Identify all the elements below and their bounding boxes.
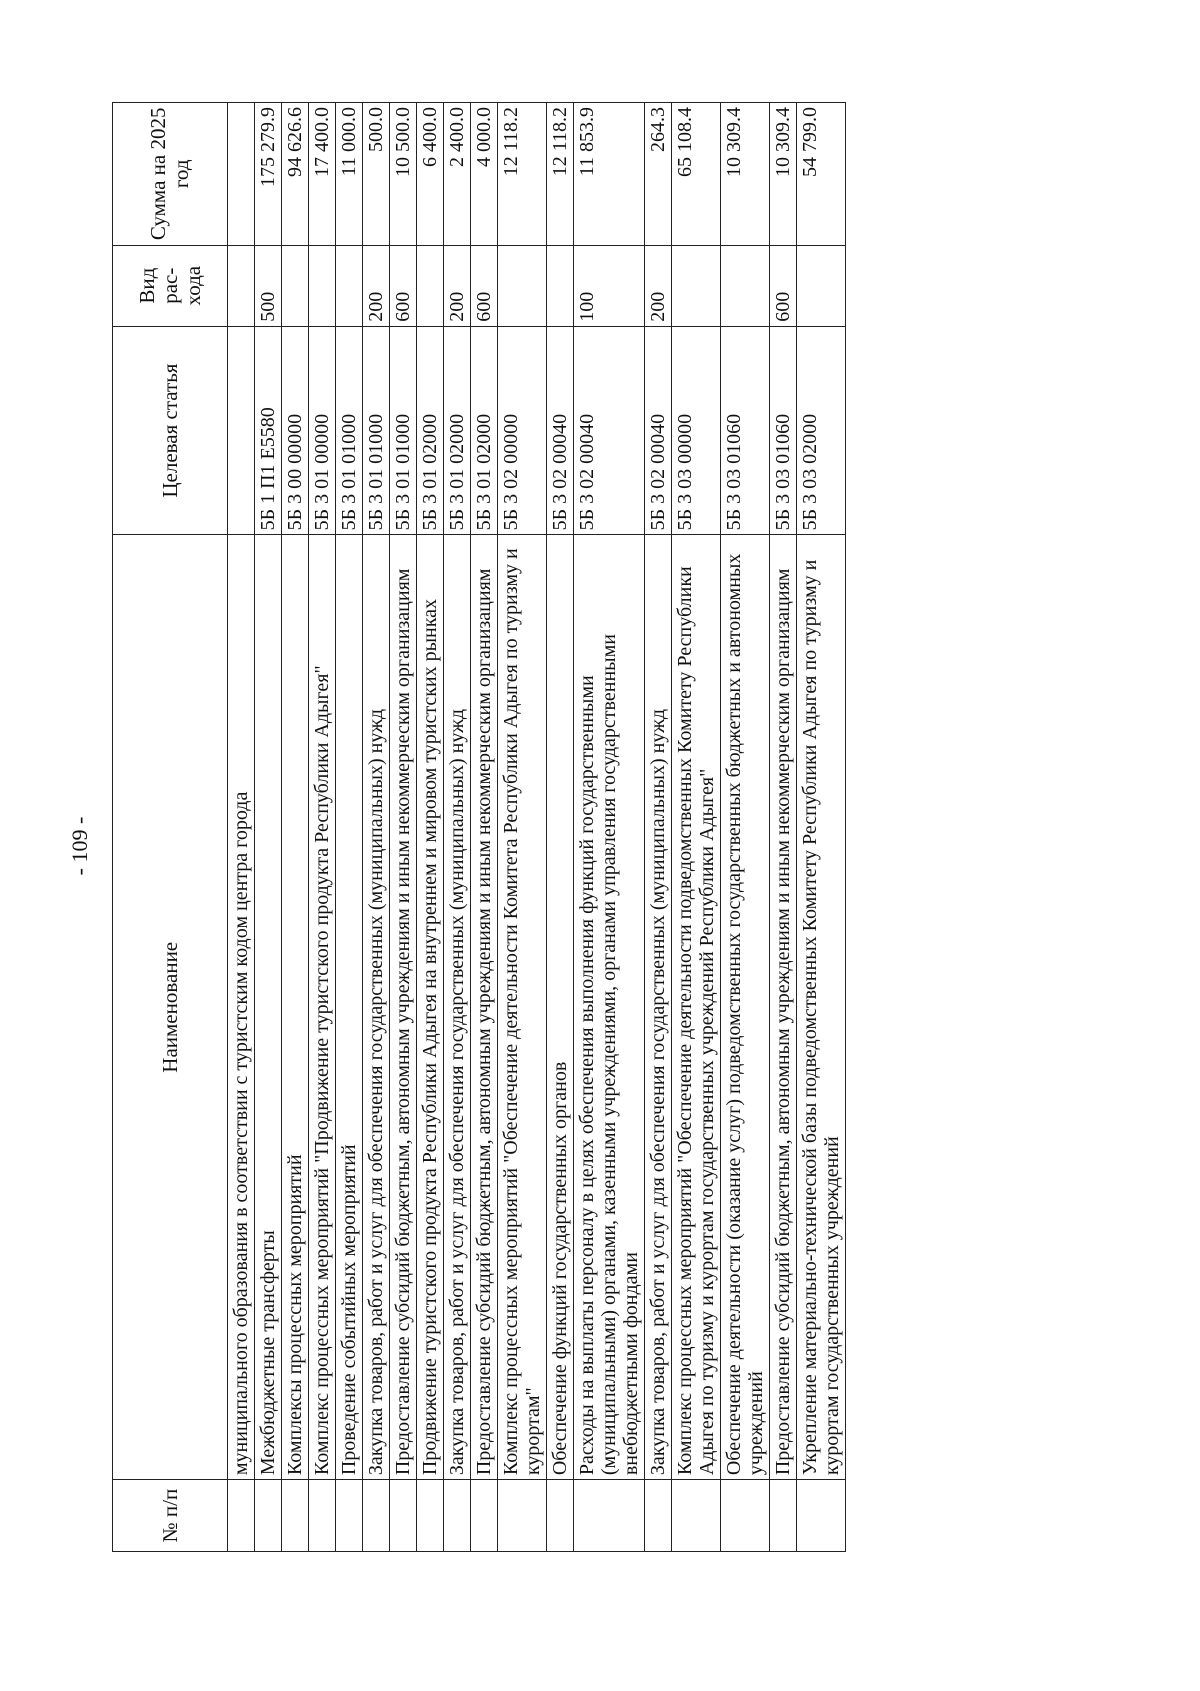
- table-row: [363, 103, 390, 1552]
- row-name: Расходы на выплаты персоналу в целях обеспечения выполнения функций государственными (муниципальными) органами, казенными учреждениями, органами управления государственными внебюджетными фондами: [574, 535, 645, 1480]
- row-sum: 264.3: [645, 103, 672, 246]
- row-name: Продвижение туристского продукта Республики Адыгея на внутреннем и мировом туристских рынках: [417, 535, 444, 1480]
- row-sum: 10 500.0: [390, 103, 417, 246]
- row-target: 5Б 3 00 00000: [282, 326, 309, 535]
- column-header-sum: Сумма на 2025 год: [113, 103, 228, 246]
- row-target: 5Б 3 01 02000: [444, 326, 471, 535]
- row-name: Закупка товаров, работ и услуг для обеспечения государственных (муниципальных) нужд: [363, 535, 390, 1480]
- row-target: 5Б 3 02 00040: [574, 326, 645, 535]
- row-type: [672, 245, 721, 326]
- row-num: [390, 1480, 417, 1552]
- row-num: [770, 1480, 797, 1552]
- row-type: [336, 245, 363, 326]
- row-target: 5Б 3 03 02000: [797, 326, 846, 535]
- table-row: [721, 103, 770, 1552]
- row-sum: 10 309.4: [721, 103, 770, 246]
- row-name: Предоставление субсидий бюджетным, автономным учреждениям и иным некоммерческим организациям: [390, 535, 417, 1480]
- table-row: [417, 103, 444, 1552]
- row-name: Закупка товаров, работ и услуг для обеспечения государственных (муниципальных) нужд: [444, 535, 471, 1480]
- table-row: [574, 103, 645, 1552]
- row-num: [547, 1480, 574, 1552]
- row-sum: 17 400.0: [309, 103, 336, 246]
- row-sum: 12 118.2: [498, 103, 547, 246]
- row-name: Предоставление субсидий бюджетным, автономным учреждениям и иным некоммерческим организациям: [471, 535, 498, 1480]
- row-target: 5Б 3 01 02000: [417, 326, 444, 535]
- row-target: 5Б 3 02 00000: [498, 326, 547, 535]
- row-num: [574, 1480, 645, 1552]
- row-type: [309, 245, 336, 326]
- page-number: - 109 -: [67, 816, 92, 876]
- row-sum: 175 279.9: [255, 103, 282, 246]
- table-row: [444, 103, 471, 1552]
- row-target: 5Б 3 03 01060: [721, 326, 770, 535]
- table-row: [770, 103, 797, 1552]
- row-sum: 2 400.0: [444, 103, 471, 246]
- row-num: [255, 1480, 282, 1552]
- table-row: [336, 103, 363, 1552]
- table-row: [797, 103, 846, 1552]
- row-num: [228, 1480, 255, 1552]
- row-sum: 500.0: [363, 103, 390, 246]
- row-type: [797, 245, 846, 326]
- row-sum: 65 108.4: [672, 103, 721, 246]
- row-target: 5Б 3 02 00040: [645, 326, 672, 535]
- row-name: Укрепление материально-технической базы подведомственных Комитету Республики Адыгея по туризму и курортам государственных учреждений: [797, 535, 846, 1480]
- row-type: 200: [363, 245, 390, 326]
- row-target: 5Б 3 01 02000: [471, 326, 498, 535]
- row-type: [498, 245, 547, 326]
- column-header-target: Целевая статья: [113, 326, 228, 535]
- row-num: [336, 1480, 363, 1552]
- row-num: [498, 1480, 547, 1552]
- row-num: [672, 1480, 721, 1552]
- row-target: 5Б 3 02 00040: [547, 326, 574, 535]
- row-num: [797, 1480, 846, 1552]
- table-row: [309, 103, 336, 1552]
- row-target: 5Б 1 П1 Е5580: [255, 326, 282, 535]
- row-type: [282, 245, 309, 326]
- row-name: Обеспечение функций государственных органов: [547, 535, 574, 1480]
- table-row: [672, 103, 721, 1552]
- row-num: [309, 1480, 336, 1552]
- row-type: [721, 245, 770, 326]
- row-target: 5Б 3 01 01000: [390, 326, 417, 535]
- row-sum: [228, 103, 255, 246]
- row-sum: 4 000.0: [471, 103, 498, 246]
- budget-table: [112, 102, 846, 1552]
- table-header-row: [113, 103, 228, 1552]
- row-sum: 54 799.0: [797, 103, 846, 246]
- column-header-num: № п/п: [113, 1480, 228, 1552]
- row-name: муниципального образования в соответствии с туристским кодом центра города: [228, 535, 255, 1480]
- row-num: [417, 1480, 444, 1552]
- row-type: 200: [444, 245, 471, 326]
- row-type: 600: [770, 245, 797, 326]
- table-row: [282, 103, 309, 1552]
- row-type: [228, 245, 255, 326]
- row-target: 5Б 3 01 01000: [336, 326, 363, 535]
- row-type: [547, 245, 574, 326]
- row-type: 100: [574, 245, 645, 326]
- row-name: Комплекс процессных мероприятий "Обеспечение деятельности Комитета Республики Адыгея по туризму и курортам": [498, 535, 547, 1480]
- budget-table-container: [112, 102, 846, 1552]
- row-type: 600: [471, 245, 498, 326]
- table-row: [228, 103, 255, 1552]
- row-sum: 94 626.6: [282, 103, 309, 246]
- row-type: [417, 245, 444, 326]
- row-name: Комплекс процессных мероприятий "Продвижение туристского продукта Республики Адыгея": [309, 535, 336, 1480]
- row-name: Межбюджетные трансферты: [255, 535, 282, 1480]
- row-num: [444, 1480, 471, 1552]
- row-name: Обеспечение деятельности (оказание услуг) подведомственных государственных бюджетных и автономных учреждений: [721, 535, 770, 1480]
- table-row: [471, 103, 498, 1552]
- row-sum: 6 400.0: [417, 103, 444, 246]
- row-num: [471, 1480, 498, 1552]
- row-type: 500: [255, 245, 282, 326]
- row-num: [282, 1480, 309, 1552]
- row-num: [363, 1480, 390, 1552]
- row-name: Закупка товаров, работ и услуг для обеспечения государственных (муниципальных) нужд: [645, 535, 672, 1480]
- row-name: Проведение событийных мероприятий: [336, 535, 363, 1480]
- row-type: 200: [645, 245, 672, 326]
- row-name: Предоставление субсидий бюджетным, автономным учреждениям и иным некоммерческим организациям: [770, 535, 797, 1480]
- column-header-name: Наименование: [113, 535, 228, 1480]
- row-sum: 11 000.0: [336, 103, 363, 246]
- row-sum: 11 853.9: [574, 103, 645, 246]
- row-name: Комплекс процессных мероприятий "Обеспечение деятельности подведомственных Комитету Республики Адыгея по туризму и курортам государственных учреждений Республики Адыгея": [672, 535, 721, 1480]
- column-header-type: Вид рас-хода: [113, 245, 228, 326]
- row-target: 5Б 3 03 01060: [770, 326, 797, 535]
- row-type: 600: [390, 245, 417, 326]
- row-target: [228, 326, 255, 535]
- row-num: [645, 1480, 672, 1552]
- row-sum: 10 309.4: [770, 103, 797, 246]
- table-row: [390, 103, 417, 1552]
- row-target: 5Б 3 01 01000: [363, 326, 390, 535]
- row-name: Комплексы процессных мероприятий: [282, 535, 309, 1480]
- row-sum: 12 118.2: [547, 103, 574, 246]
- table-row: [255, 103, 282, 1552]
- row-target: 5Б 3 03 00000: [672, 326, 721, 535]
- table-row: [547, 103, 574, 1552]
- table-row: [498, 103, 547, 1552]
- row-num: [721, 1480, 770, 1552]
- table-row: [645, 103, 672, 1552]
- row-target: 5Б 3 01 00000: [309, 326, 336, 535]
